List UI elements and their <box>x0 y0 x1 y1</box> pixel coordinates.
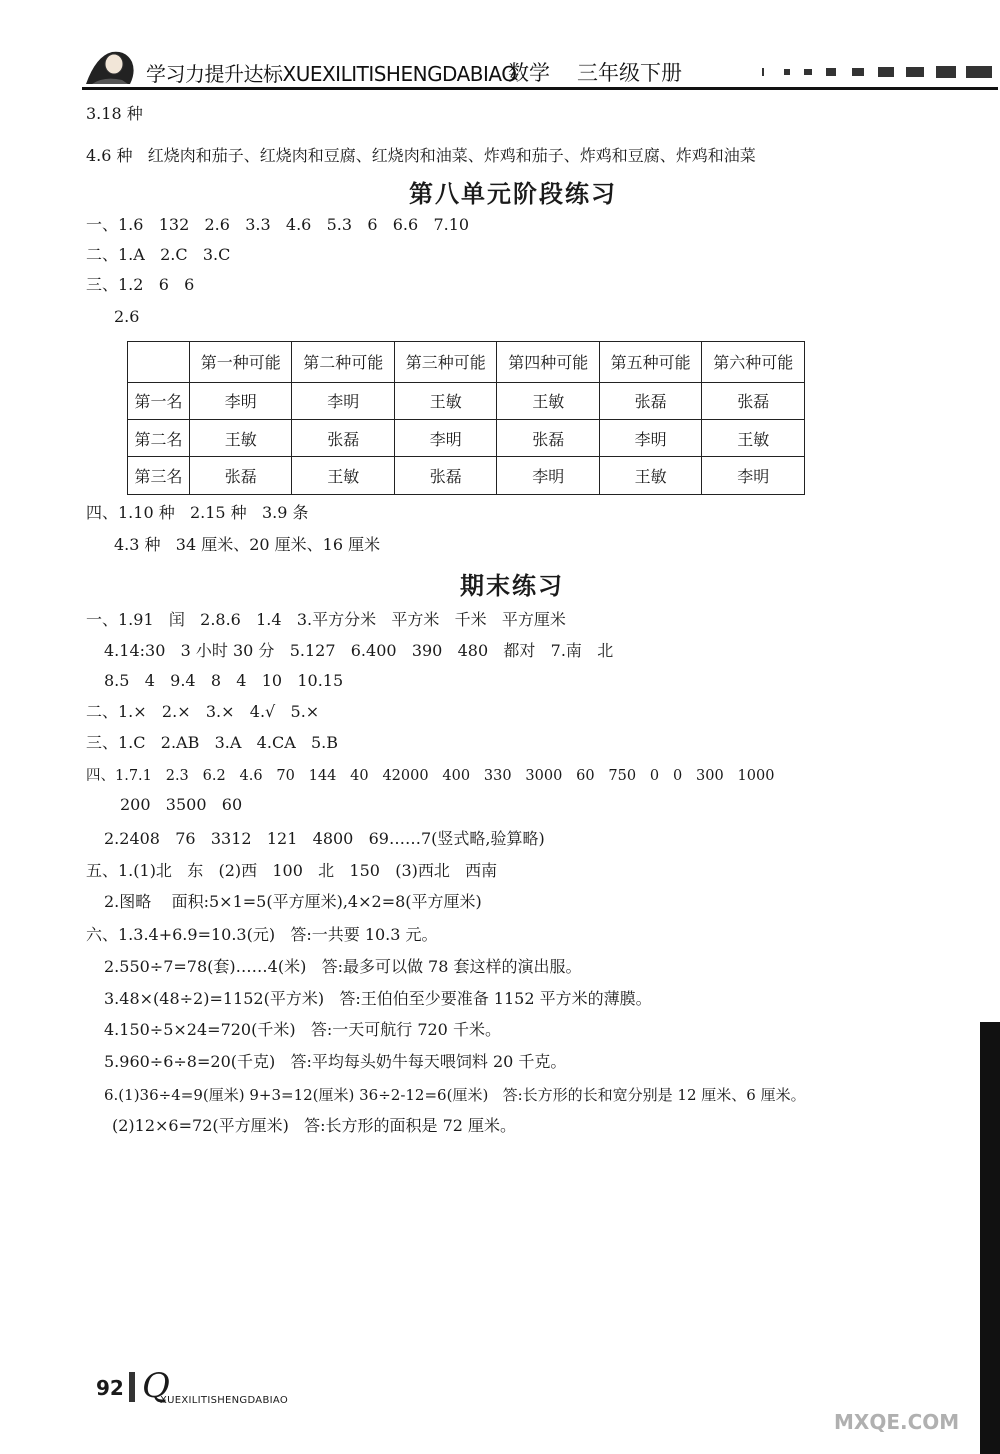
answer-line: 五、1.(1)北 东 (2)西 100 北 150 (3)西北 西南 <box>86 861 498 880</box>
table-cell: 张磊 <box>497 420 599 457</box>
answer-line: 3.48×(48÷2)=1152(平方米) 答:王伯伯至少要准备 1152 平方米的薄膜。 <box>104 989 652 1008</box>
book-series-title: 学习力提升达标XUEXILITISHENGDABIAO <box>146 62 517 86</box>
table-cell: 第四种可能 <box>497 342 599 383</box>
section-title-final: 期末练习 <box>460 572 564 600</box>
ranking-possibilities-table <box>127 341 805 495</box>
answer-line: 二、1.A 2.C 3.C <box>86 245 231 264</box>
answer-line: 三、1.2 6 6 <box>86 275 195 294</box>
student-avatar-icon <box>82 46 138 86</box>
answer-line: 二、1.× 2.× 3.× 4.√ 5.× <box>86 702 320 721</box>
table-cell: 张磊 <box>394 457 496 495</box>
table-row <box>128 382 805 419</box>
answer-line: (2)12×6=72(平方厘米) 答:长方形的面积是 72 厘米。 <box>112 1116 517 1135</box>
table-cell: 第三名 <box>128 457 190 495</box>
decorative-blocks <box>760 64 996 80</box>
table-cell: 张磊 <box>599 382 701 419</box>
table-cell: 张磊 <box>190 457 292 495</box>
answer-line: 8.5 4 9.4 8 4 10 10.15 <box>104 671 344 690</box>
answer-line: 4.6 种 红烧肉和茄子、红烧肉和豆腐、红烧肉和油菜、炸鸡和茄子、炸鸡和豆腐、炸鸡和油菜 <box>86 146 756 165</box>
answer-line: 三、1.C 2.AB 3.A 4.CA 5.B <box>86 733 339 752</box>
table-cell: 李明 <box>497 457 599 495</box>
section-title-unit8: 第八单元阶段练习 <box>409 180 617 208</box>
answer-line: 四、1.10 种 2.15 种 3.9 条 <box>86 503 309 522</box>
table-cell: 第一种可能 <box>190 342 292 383</box>
page-header <box>0 0 1000 95</box>
table-cell: 第六种可能 <box>702 342 805 383</box>
table-cell: 李明 <box>394 420 496 457</box>
answer-line: 2.550÷7=78(套)……4(米) 答:最多可以做 78 套这样的演出服。 <box>104 957 582 976</box>
table-cell: 张磊 <box>292 420 394 457</box>
page-number: 92 <box>96 1376 124 1400</box>
table-cell: 第二种可能 <box>292 342 394 383</box>
table-cell: 第三种可能 <box>394 342 496 383</box>
table-cell <box>128 342 190 383</box>
subject-label: 数学 <box>508 61 550 85</box>
answer-line: 4.150÷5×24=720(千米) 答:一天可航行 720 千米。 <box>104 1020 501 1039</box>
table-row <box>128 420 805 457</box>
watermark: MXQE.COM <box>834 1410 960 1434</box>
header-rule <box>82 87 998 90</box>
table-cell: 张磊 <box>702 382 805 419</box>
answer-line: 六、1.3.4+6.9=10.3(元) 答:一共要 10.3 元。 <box>86 925 438 944</box>
table-row <box>128 457 805 495</box>
table-cell: 第一名 <box>128 382 190 419</box>
table-cell: 王敏 <box>190 420 292 457</box>
table-cell: 王敏 <box>292 457 394 495</box>
page-edge-tab <box>980 1022 1000 1454</box>
table-cell: 王敏 <box>599 457 701 495</box>
table-cell: 第二名 <box>128 420 190 457</box>
table-cell: 李明 <box>599 420 701 457</box>
table-cell: 李明 <box>292 382 394 419</box>
answer-line: 2.图略 面积:5×1=5(平方厘米),4×2=8(平方厘米) <box>104 892 482 911</box>
table-cell: 王敏 <box>497 382 599 419</box>
answer-line: 6.(1)36÷4=9(厘米) 9+3=12(厘米) 36÷2-12=6(厘米) 答:长方形的长和宽分别是 12 厘米、6 厘米。 <box>104 1086 806 1104</box>
answer-line: 200 3500 60 <box>120 795 243 814</box>
answer-line: 4.3 种 34 厘米、20 厘米、16 厘米 <box>114 535 381 554</box>
answer-line: 2.2408 76 3312 121 4800 69……7(竖式略,验算略) <box>104 829 545 848</box>
answer-line: 一、1.6 132 2.6 3.3 4.6 5.3 6 6.6 7.10 <box>86 215 470 234</box>
answer-line: 5.960÷6÷8=20(千克) 答:平均每头奶牛每天喂饲料 20 千克。 <box>104 1052 567 1071</box>
answer-line: 4.14:30 3 小时 30 分 5.127 6.400 390 480 都对 7.南 北 <box>104 641 614 660</box>
answer-line: 3.18 种 <box>86 104 143 123</box>
table-cell: 李明 <box>702 457 805 495</box>
footer-logo-text: XUEXILITISHENGDABIAO <box>160 1395 288 1406</box>
grade-label: 三年级下册 <box>577 61 682 85</box>
table-cell: 第五种可能 <box>599 342 701 383</box>
answer-line: 一、1.91 闰 2.8.6 1.4 3.平方分米 平方米 千米 平方厘米 <box>86 610 566 629</box>
footer-bar <box>129 1372 135 1402</box>
table-cell: 王敏 <box>702 420 805 457</box>
answer-line: 四、1.7.1 2.3 6.2 4.6 70 144 40 42000 400 330 3000 60 750 0 0 300 1000 <box>86 768 775 784</box>
table-header-row <box>128 342 805 383</box>
table-cell: 李明 <box>190 382 292 419</box>
table-cell: 王敏 <box>394 382 496 419</box>
answer-line: 2.6 <box>114 307 140 326</box>
footer-logo-letter: Q <box>142 1366 170 1406</box>
